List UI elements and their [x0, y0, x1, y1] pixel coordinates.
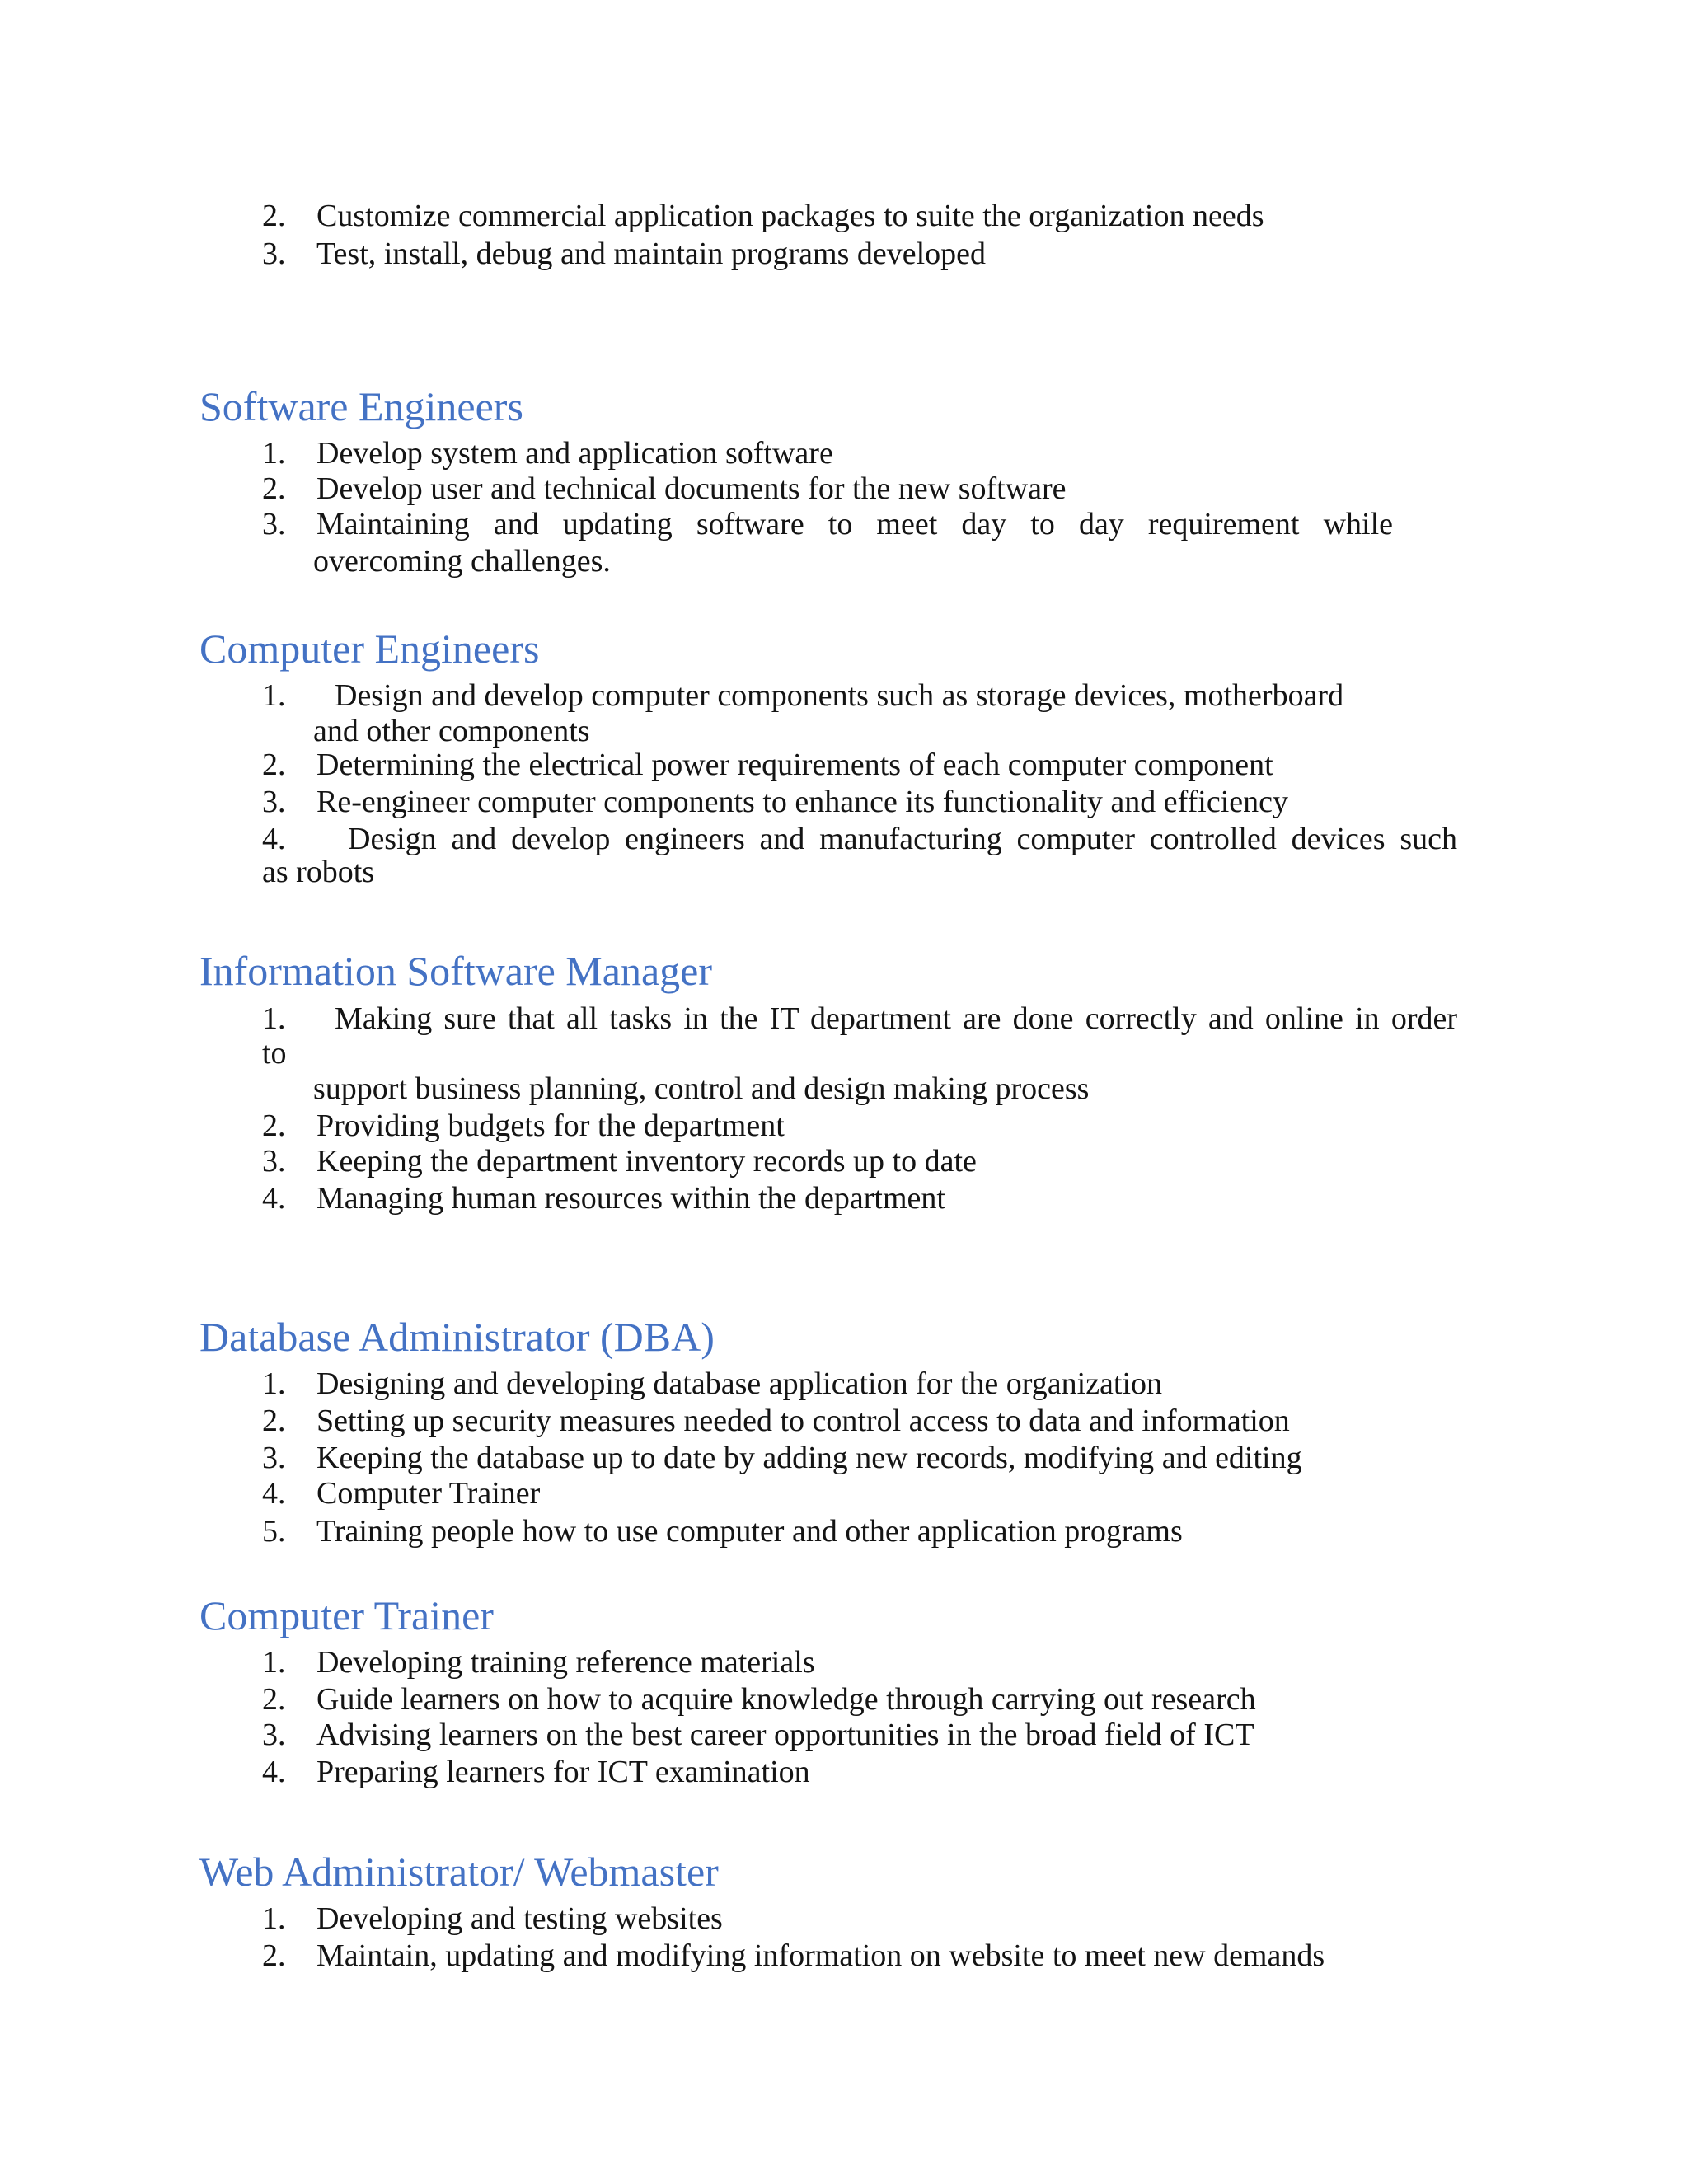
list-item-continuation: support business planning, control and design making process	[313, 1071, 1090, 1106]
list-item-text: Maintain, updating and modifying information on website to meet new demands	[316, 1938, 1325, 1973]
list-item-text: Developing and testing websites	[316, 1901, 723, 1936]
list-number: 4.	[262, 1755, 286, 1789]
list-number: 1.	[262, 1901, 286, 1936]
list-number: 4.	[262, 1476, 286, 1511]
list-number: 3.	[262, 237, 286, 271]
section-heading-information-software-manager: Information Software Manager	[199, 948, 712, 994]
list-item-text: Setting up security measures needed to control access to data and information	[316, 1404, 1290, 1438]
list-item-text: Determining the electrical power requirements of each computer component	[316, 748, 1273, 782]
list-item-text: Preparing learners for ICT examination	[316, 1755, 810, 1789]
list-item-text: Design and develop computer components such as storage devices, motherboard	[335, 678, 1344, 713]
list-number: 2.	[262, 748, 286, 782]
list-number: 3.	[262, 1441, 286, 1475]
list-number: 2.	[262, 471, 286, 506]
list-item-text: Customize commercial application packages to suite the organization needs	[316, 199, 1264, 233]
list-number: 1.	[262, 436, 286, 471]
list-number: 2.	[262, 199, 286, 233]
section-heading-software-engineers: Software Engineers	[199, 383, 523, 429]
list-number: 3.	[262, 1718, 286, 1752]
list-item-text: Test, install, debug and maintain programs developed	[316, 237, 987, 271]
list-number: 1.	[262, 1001, 286, 1036]
section-heading-database-administrator: Database Administrator (DBA)	[199, 1314, 715, 1360]
list-item-text: Making sure that all tasks in the IT department are done correctly and online in order	[335, 1001, 1457, 1036]
list-item-wrap: to	[262, 1036, 287, 1071]
list-number: 3.	[262, 1144, 286, 1179]
list-item-text: Design and develop engineers and manufacturing computer controlled devices such	[348, 822, 1457, 856]
section-heading-web-administrator: Web Administrator/ Webmaster	[199, 1849, 719, 1895]
list-item-continuation: overcoming challenges.	[313, 544, 611, 579]
section-heading-computer-engineers: Computer Engineers	[199, 626, 540, 672]
list-number: 2.	[262, 1108, 286, 1143]
list-item-text: Managing human resources within the department	[316, 1181, 945, 1216]
list-item-text: Maintaining and updating software to meet day to day requirement while	[316, 507, 1393, 541]
list-item-text: Developing training reference materials	[316, 1645, 815, 1680]
list-item-text: Develop system and application software	[316, 436, 833, 471]
list-item-text: Training people how to use computer and other application programs	[316, 1514, 1183, 1549]
list-item-continuation: as robots	[262, 855, 375, 889]
list-item-text: Guide learners on how to acquire knowledge through carrying out research	[316, 1682, 1256, 1717]
list-number: 1.	[262, 1645, 286, 1680]
list-number: 3.	[262, 785, 286, 819]
list-number: 2.	[262, 1682, 286, 1717]
list-item-text: Providing budgets for the department	[316, 1108, 785, 1143]
section-heading-computer-trainer: Computer Trainer	[199, 1592, 494, 1638]
list-number: 2.	[262, 1404, 286, 1438]
list-item-text: Re-engineer computer components to enhance its functionality and efficiency	[316, 785, 1288, 819]
list-item-text: Advising learners on the best career opportunities in the broad field of ICT	[316, 1718, 1254, 1752]
list-number: 2.	[262, 1938, 286, 1973]
list-item-text: Computer Trainer	[316, 1476, 541, 1511]
list-item-continuation: and other components	[313, 714, 590, 748]
list-number: 5.	[262, 1514, 286, 1549]
list-item-text: Keeping the department inventory records up to date	[316, 1144, 977, 1179]
list-number: 1.	[262, 678, 286, 713]
list-item-text: Keeping the database up to date by adding new records, modifying and editing	[316, 1441, 1302, 1475]
list-item-text: Develop user and technical documents for the new software	[316, 471, 1067, 506]
list-number: 4.	[262, 1181, 286, 1216]
list-number: 3.	[262, 507, 286, 541]
list-number: 1.	[262, 1366, 286, 1401]
list-number: 4.	[262, 822, 286, 856]
list-item-text: Designing and developing database application for the organization	[316, 1366, 1163, 1401]
